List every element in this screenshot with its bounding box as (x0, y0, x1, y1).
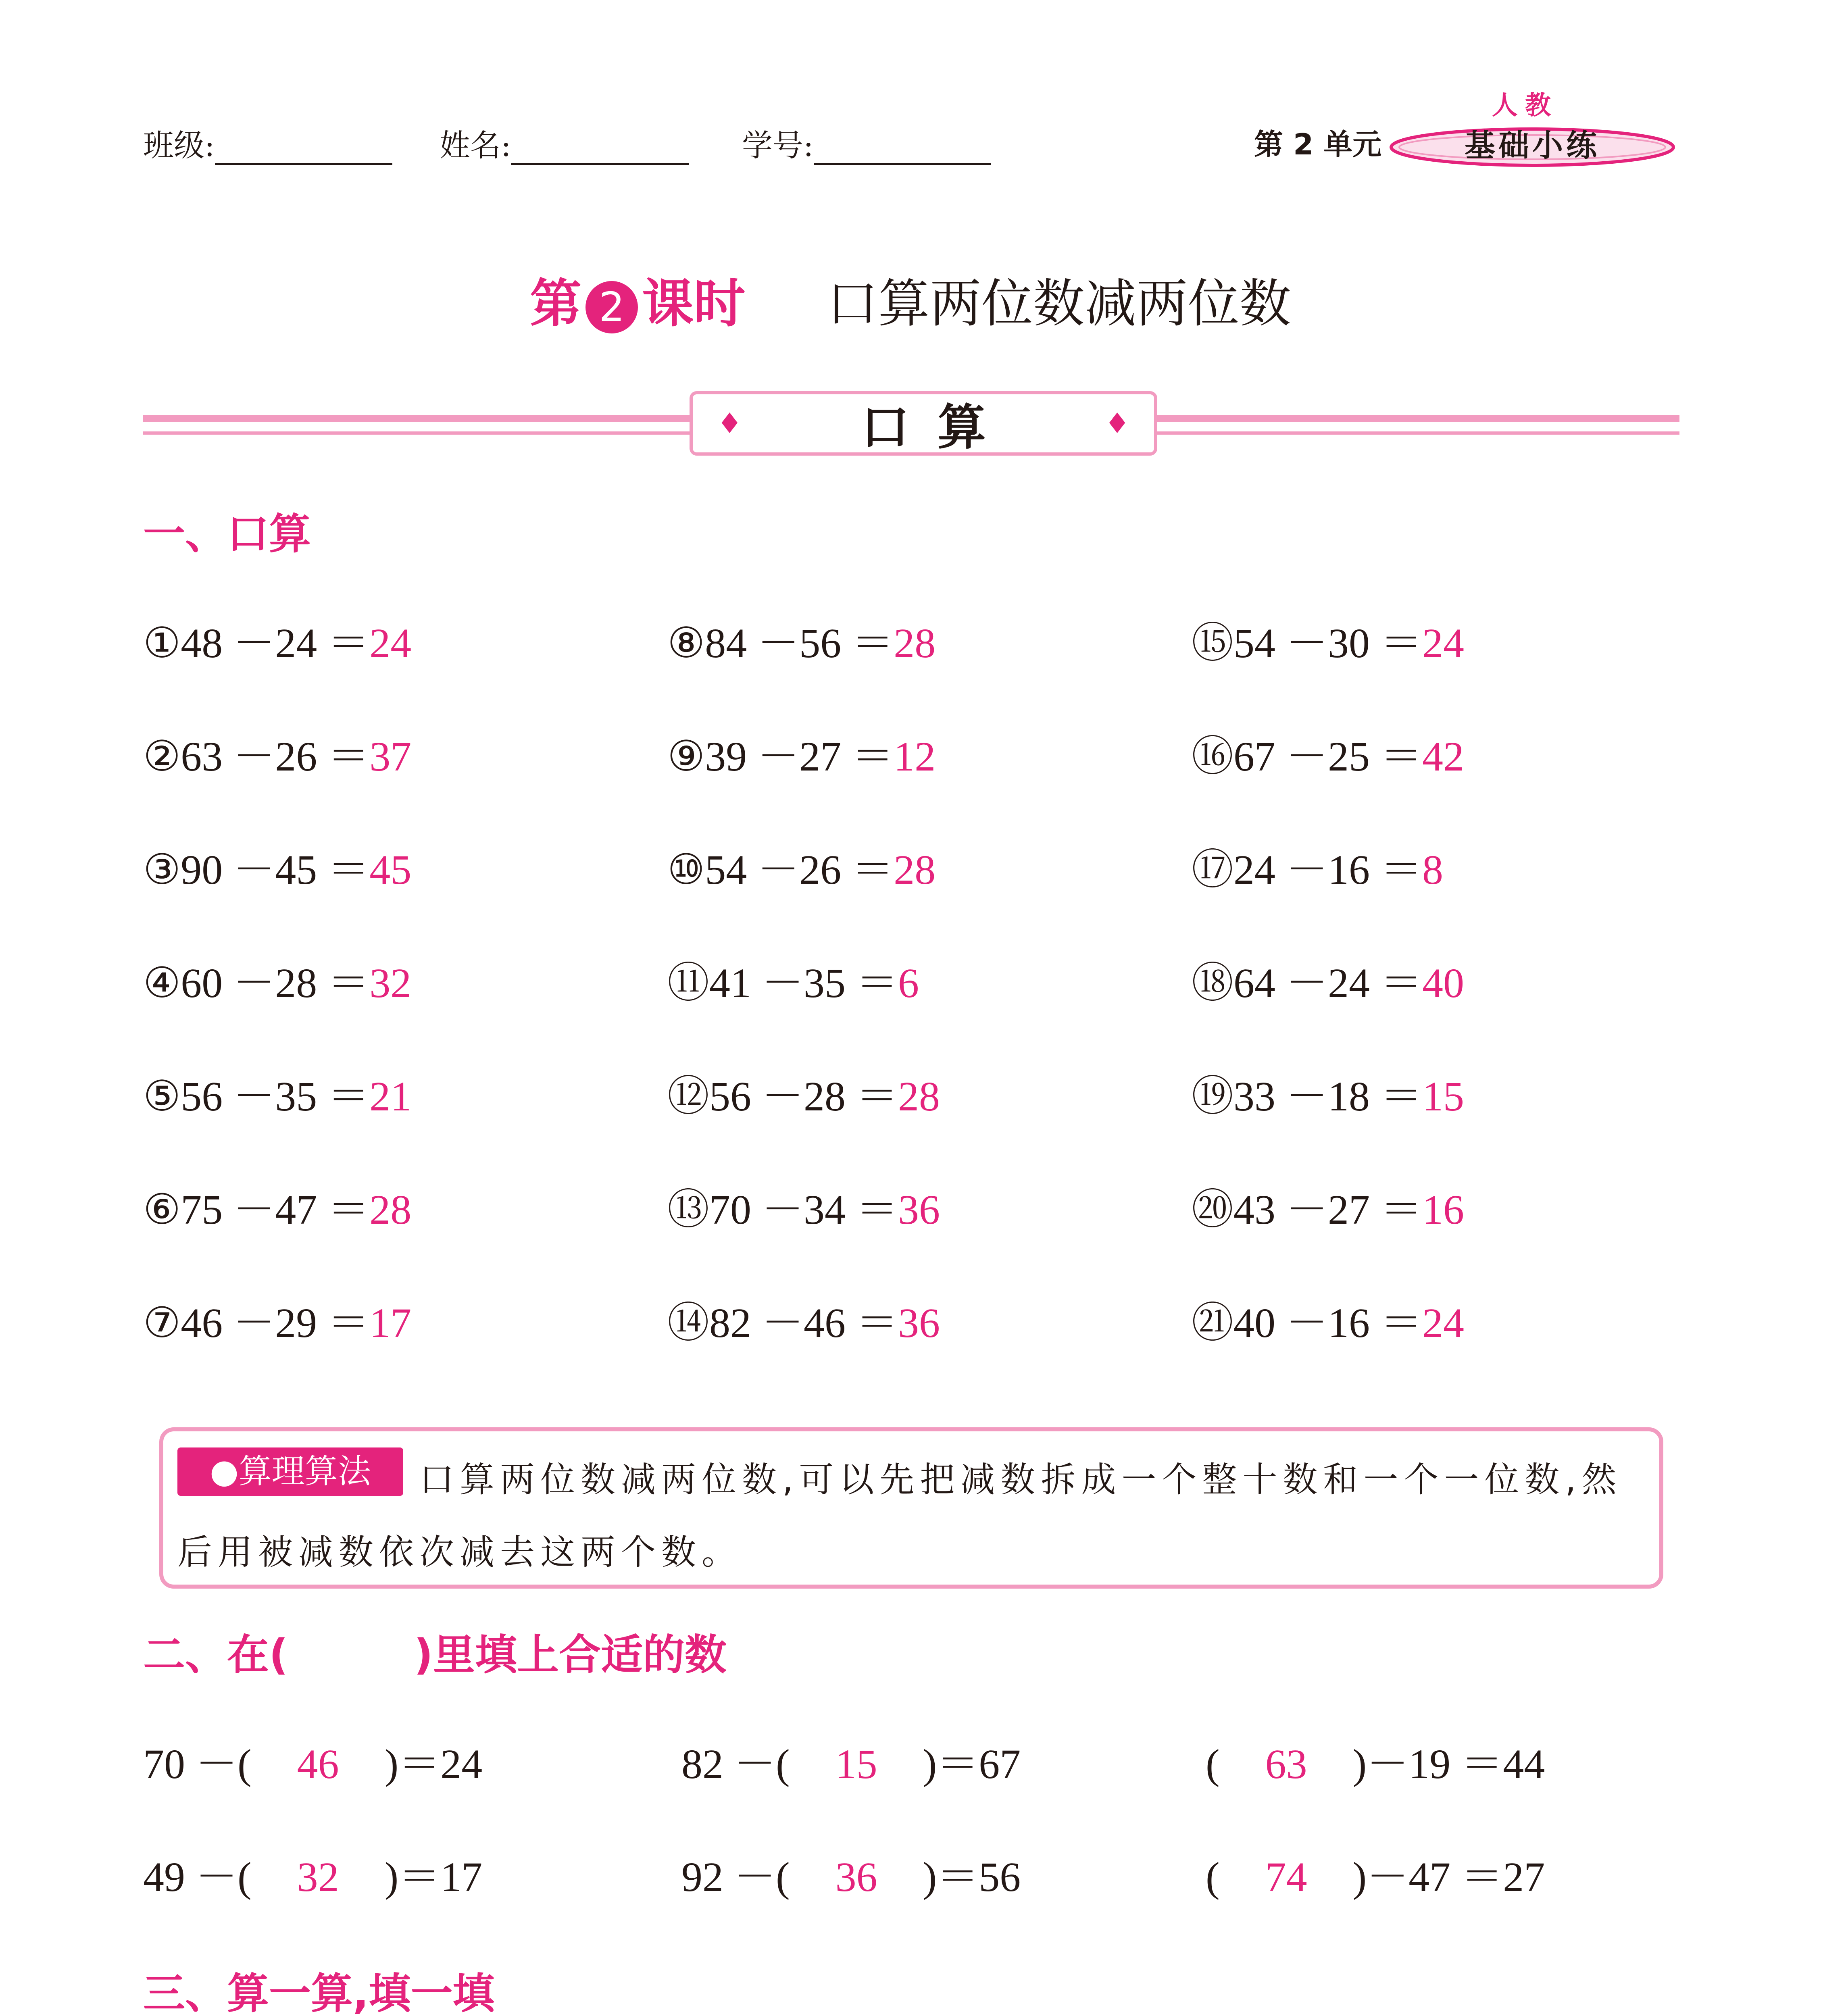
fill-before: ( (1206, 1854, 1220, 1900)
problem-expression: 90 －45 ＝ (181, 847, 370, 893)
problem-number: ⑰ (1192, 847, 1234, 893)
unit-label: 第 2 单元 (1254, 127, 1382, 161)
fill-item (143, 1843, 482, 1903)
problem-expression: 48 －24 ＝ (181, 620, 370, 666)
problem-answer[interactable]: 42 (1422, 733, 1465, 780)
problem-expression: 67 －25 ＝ (1233, 733, 1423, 780)
number-field (742, 121, 991, 165)
series-name: 基础小练 (1465, 127, 1600, 163)
problem-expression: 46 －29 ＝ (181, 1300, 370, 1346)
problem-number: ⑮ (1192, 620, 1234, 666)
problem-expression: 84 －56 ＝ (705, 620, 894, 666)
lesson-prefix: 第 (530, 274, 582, 334)
tip-line-2: 后用被减数依次减去这两个数。 (177, 1532, 742, 1572)
fill-before: 49 －( (143, 1854, 252, 1900)
problem-answer[interactable]: 36 (898, 1187, 940, 1233)
problem-number: ④ (143, 960, 181, 1006)
fill-after: )＝24 (384, 1741, 483, 1787)
class-blank[interactable] (215, 135, 392, 165)
problem-number: ⑫ (667, 1073, 710, 1120)
lesson-topic: 口算两位数减两位数 (826, 274, 1291, 334)
fill-answer[interactable]: 74 (1265, 1854, 1307, 1900)
problem-expression: 40 －16 ＝ (1233, 1300, 1423, 1346)
problem-item (1192, 949, 1464, 1009)
problem-number: ⑩ (667, 847, 705, 893)
problem-answer[interactable]: 28 (898, 1073, 940, 1120)
problem-item (143, 1062, 411, 1123)
fill-item (1206, 1843, 1545, 1903)
fill-after: )＝56 (923, 1854, 1021, 1900)
fill-before: ( (1206, 1741, 1220, 1787)
page-title (0, 262, 1821, 336)
problem-item (667, 835, 936, 896)
problem-expression: 41 －35 ＝ (709, 960, 898, 1006)
fill-item (143, 1730, 482, 1790)
problem-answer[interactable]: 24 (369, 620, 412, 666)
problem-item (143, 722, 411, 783)
class-field (143, 121, 392, 165)
problem-item (667, 609, 936, 669)
fill-answer[interactable]: 15 (835, 1741, 877, 1787)
fill-answer[interactable]: 36 (835, 1854, 877, 1900)
fill-before: 70 －( (143, 1741, 252, 1787)
problem-number: ⑳ (1192, 1187, 1234, 1233)
problem-expression: 60 －28 ＝ (181, 960, 370, 1006)
problem-expression: 54 －30 ＝ (1233, 620, 1423, 666)
problem-answer[interactable]: 24 (1422, 1300, 1465, 1346)
problem-expression: 75 －47 ＝ (181, 1187, 370, 1233)
diamond-icon: ♦ (717, 407, 742, 440)
problem-expression: 63 －26 ＝ (181, 733, 370, 780)
problem-number: ⑭ (667, 1300, 710, 1346)
problem-item (143, 1289, 411, 1349)
problem-answer[interactable]: 24 (1422, 620, 1465, 666)
problem-expression: 64 －24 ＝ (1233, 960, 1423, 1006)
number-label: 学号: (742, 127, 814, 163)
problem-expression: 24 －16 ＝ (1233, 847, 1423, 893)
problem-number: ⑥ (143, 1187, 181, 1233)
problem-item (667, 1062, 940, 1123)
problem-number: ⑦ (143, 1300, 181, 1346)
class-label: 班级: (143, 127, 215, 163)
problem-answer[interactable]: 16 (1422, 1187, 1465, 1233)
problem-expression: 56 －28 ＝ (709, 1073, 898, 1120)
problem-answer[interactable]: 40 (1422, 960, 1465, 1006)
problem-answer[interactable]: 12 (894, 733, 936, 780)
problem-number: ⑲ (1192, 1073, 1234, 1120)
problem-number: ⑤ (143, 1073, 181, 1120)
problem-number: ① (143, 620, 181, 666)
problem-expression: 39 －27 ＝ (705, 733, 894, 780)
section3-heading: 三、算一算,填一填 (143, 1969, 495, 2016)
section-banner (690, 391, 1157, 456)
lesson-suffix: 课时 (642, 274, 746, 334)
fill-item (1206, 1730, 1545, 1790)
problem-item (143, 609, 411, 669)
problem-item (1192, 722, 1464, 783)
tip-line-1: 口算两位数减两位数,可以先把减数拆成一个整十数和一个一位数,然 (419, 1460, 1622, 1500)
problem-answer[interactable]: 28 (894, 847, 936, 893)
problem-answer[interactable]: 37 (369, 733, 412, 780)
problem-expression: 43 －27 ＝ (1233, 1187, 1423, 1233)
problem-number: ⑬ (667, 1187, 710, 1233)
problem-item (143, 1175, 411, 1236)
problem-number: ⑪ (667, 960, 710, 1006)
fill-answer[interactable]: 63 (1265, 1741, 1307, 1787)
fill-before: 82 －( (681, 1741, 790, 1787)
banner-label: 口算 (861, 400, 1014, 456)
problem-expression: 82 －46 ＝ (709, 1300, 898, 1346)
problem-answer[interactable]: 28 (369, 1187, 412, 1233)
problem-answer[interactable]: 15 (1422, 1073, 1465, 1120)
problem-expression: 70 －34 ＝ (709, 1187, 898, 1233)
number-blank[interactable] (814, 135, 991, 165)
problem-number: ⑧ (667, 620, 705, 666)
fill-item (681, 1730, 1021, 1790)
problem-item (1192, 1175, 1464, 1236)
problem-answer[interactable]: 28 (894, 620, 936, 666)
name-blank[interactable] (511, 135, 689, 165)
problem-number: ③ (143, 847, 181, 893)
problem-expression: 33 －18 ＝ (1233, 1073, 1423, 1120)
fill-item (681, 1843, 1021, 1903)
problem-item (1192, 1289, 1464, 1349)
series-top-label: 人教 (1492, 91, 1558, 121)
fill-before: 92 －( (681, 1854, 790, 1900)
problem-answer[interactable]: 6 (898, 960, 919, 1006)
problem-item (667, 722, 936, 783)
fill-answer[interactable]: 46 (297, 1741, 339, 1787)
problem-expression: 56 －35 ＝ (181, 1073, 370, 1120)
problem-item (143, 949, 411, 1009)
fill-after: )－19 ＝44 (1352, 1741, 1545, 1787)
problem-number: ② (143, 733, 181, 780)
problem-answer[interactable]: 17 (369, 1300, 412, 1346)
problem-item (143, 835, 411, 896)
fill-after: )＝17 (384, 1854, 483, 1900)
fill-answer[interactable]: 32 (297, 1854, 339, 1900)
problem-answer[interactable]: 36 (898, 1300, 940, 1346)
problem-item (667, 1289, 940, 1349)
problem-item (1192, 609, 1464, 669)
name-label: 姓名: (440, 127, 511, 163)
tip-label: ●算理算法 (177, 1447, 403, 1496)
problem-item (1192, 1062, 1464, 1123)
section1-heading: 一、口算 (143, 509, 311, 558)
fill-after: )＝67 (923, 1741, 1021, 1787)
problem-item (667, 1175, 940, 1236)
problem-expression: 54 －26 ＝ (705, 847, 894, 893)
problem-number: ⑨ (667, 733, 705, 780)
diamond-icon: ♦ (1104, 407, 1130, 440)
problem-number: ⑱ (1192, 960, 1234, 1006)
problem-answer[interactable]: 21 (369, 1073, 412, 1120)
section2-heading: 二、在( )里填上合适的数 (143, 1630, 727, 1679)
problem-number: ⑯ (1192, 733, 1234, 780)
problem-item (667, 949, 919, 1009)
fill-after: )－47 ＝27 (1352, 1854, 1545, 1900)
problem-item (1192, 835, 1443, 896)
problem-number: ㉑ (1192, 1300, 1234, 1346)
problem-answer[interactable]: 45 (369, 847, 412, 893)
problem-answer[interactable]: 32 (369, 960, 412, 1006)
problem-answer[interactable]: 8 (1422, 847, 1444, 893)
name-field (440, 121, 689, 165)
lesson-number-icon: 2 (585, 281, 638, 333)
